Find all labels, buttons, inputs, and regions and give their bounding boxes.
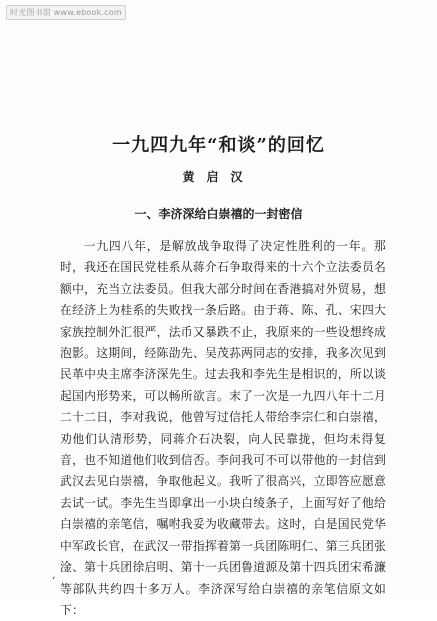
- margin-mark: ‘: [52, 576, 56, 587]
- watermark-logo: 时光图书馆 www.ebook.com: [6, 5, 126, 20]
- paragraph: 一九四八年，是解放战争取得了决定性胜利的一年。那时，我还在国民党桂系从蒋介石争取得来的十六个立法委员名额中，充当立法委员。但我大部分时间在香港搞对外贸易，想在经济上为桂系的失败找一条后路。由于蒋、陈、孔、宋四大家族控制外汇很严，法币又暴跌不止，我原来的一些设想终成泡影。这期间，经陈劭先、吴茂荪两同志的安排，我多次见到民革中央主席李济深先生。过去我和李先生是相识的，所以谈起国内形势来，可以畅所欲言。末了一次是一九四八年十二月二十二日，李对我说，他曾写过信托人带给李宗仁和白崇禧，劝他们认清形势，同蒋介石决裂，向人民靠拢，但均未得复音，也不知道他们收到信否。李问我可不可以带他的一封信到武汉去见白崇禧，争取他起义。我听了很高兴，立即答应愿意去试一试。李先生当即拿出一小块白绫条子，上面写好了他给白崇禧的亲笔信，嘱咐我妥为收藏带去。这时，白是国民党华中军政长官，在武汉一带指挥着第一兵团陈明仁、第三兵团张淦、第十兵团徐启明、第十一兵团鲁道源及第十四兵团宋希濂等部队共约四十多万人。李济深写给白崇禧的亲笔信原文如下：: [60, 239, 386, 617]
- body-text: [60, 236, 386, 621]
- author-name: 黄启汉: [182, 170, 255, 184]
- section-heading: 一、李济深给白崇禧的一封密信: [134, 207, 303, 221]
- page-title: 一九四九年“和谈”的回忆: [112, 135, 325, 156]
